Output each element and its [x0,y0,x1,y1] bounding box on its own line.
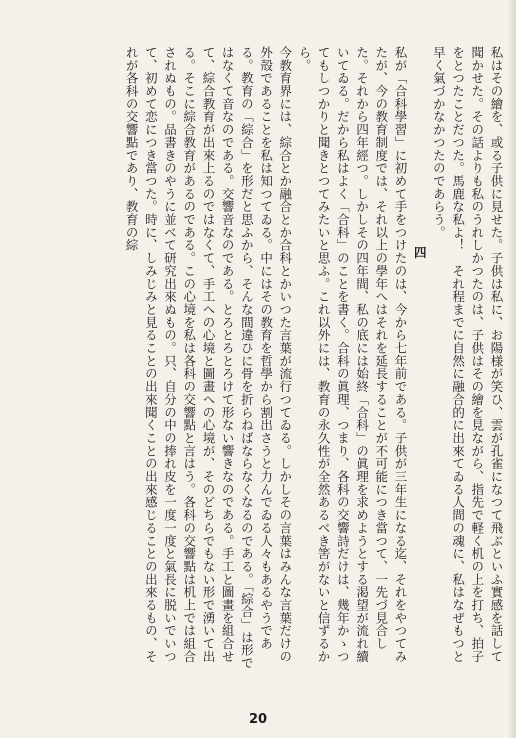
paragraph-1: 私はその繪を、或る子供に見せた。子供は私に、お陽様が笑ひ、雲が孔雀になつて飛ぶといふ實感を話して聞かせた。その話よりも私のうれしかつたのは、子供はその繪を見ながら、指先で軽く机の上を打ち、拍子をとつたことだつた。馬鹿な私よ！ それ程までに自然に融合的に出來てゐる人間の魂に、私はなぜもつと早く氣づかなかつたのであらう。 [431,46,504,663]
paragraph-3: 今教育界には、綜合とか融合とか合科とかいつた言葉が流行つてゐる。しかしその言葉はみんな言葉だけの外殻であることを私は知つてゐる。中にはその教育を哲學から割出さうと力んでゐる人々もあるやうである。教育の「綜合」を形だと思ふから、そんな間違ひに骨を折らねばならなくなるのである。「綜合」は形ではなくて音なのである。交響音なのである。とろとろとろけて形ない響きなのである。手工と圖畫を組合せて、綜合教育が出來上るのではなくて、手工への心境と圖畫への心境が、そのどちらでもない形で湧いて出る。そこに綜合教育があるのである。この心境を私は各科の交響點と言はう。各科の交響點は机上では組合されぬもの。品書きのやうに並べて研究出來ぬもの。只、自分の中の捧れ皮を一度一度と氣長に脱いでいつて、初めて恋につき當つた。時に、しみじみと見ることの出來聞くことの出來感じることの出來るもの、それが各科の交響點であり、教育の綜 [124,46,293,670]
page-number: 20 [248,712,268,727]
section-heading: 四 [412,246,428,259]
page-gutter-shadow [508,0,516,738]
paragraph-2: 私が「合科學習」に初めて手をつけたのは、今から七年前である。子供が三年生になる迄、それをやつてみたが、今の教育制度では、それ以上の學年へはそれを延長することが不可能につき當つて、一先づ見合した。それから四年經つ。しかしその四年間、私の底には始終「合科」の眞理を求めようとする渇望が流れ續いてゐる。だから私はよく「合科」のことを書く。合科の眞理、つまり、各科の交響詩だけは、幾年かゝつてもしつかりと聞きとつてみたいと思ふ。これ以外には、教育の永久性が全然あるべき筈がないと信ずるから。 [296,46,408,663]
vertical-text-body [36,46,506,674]
